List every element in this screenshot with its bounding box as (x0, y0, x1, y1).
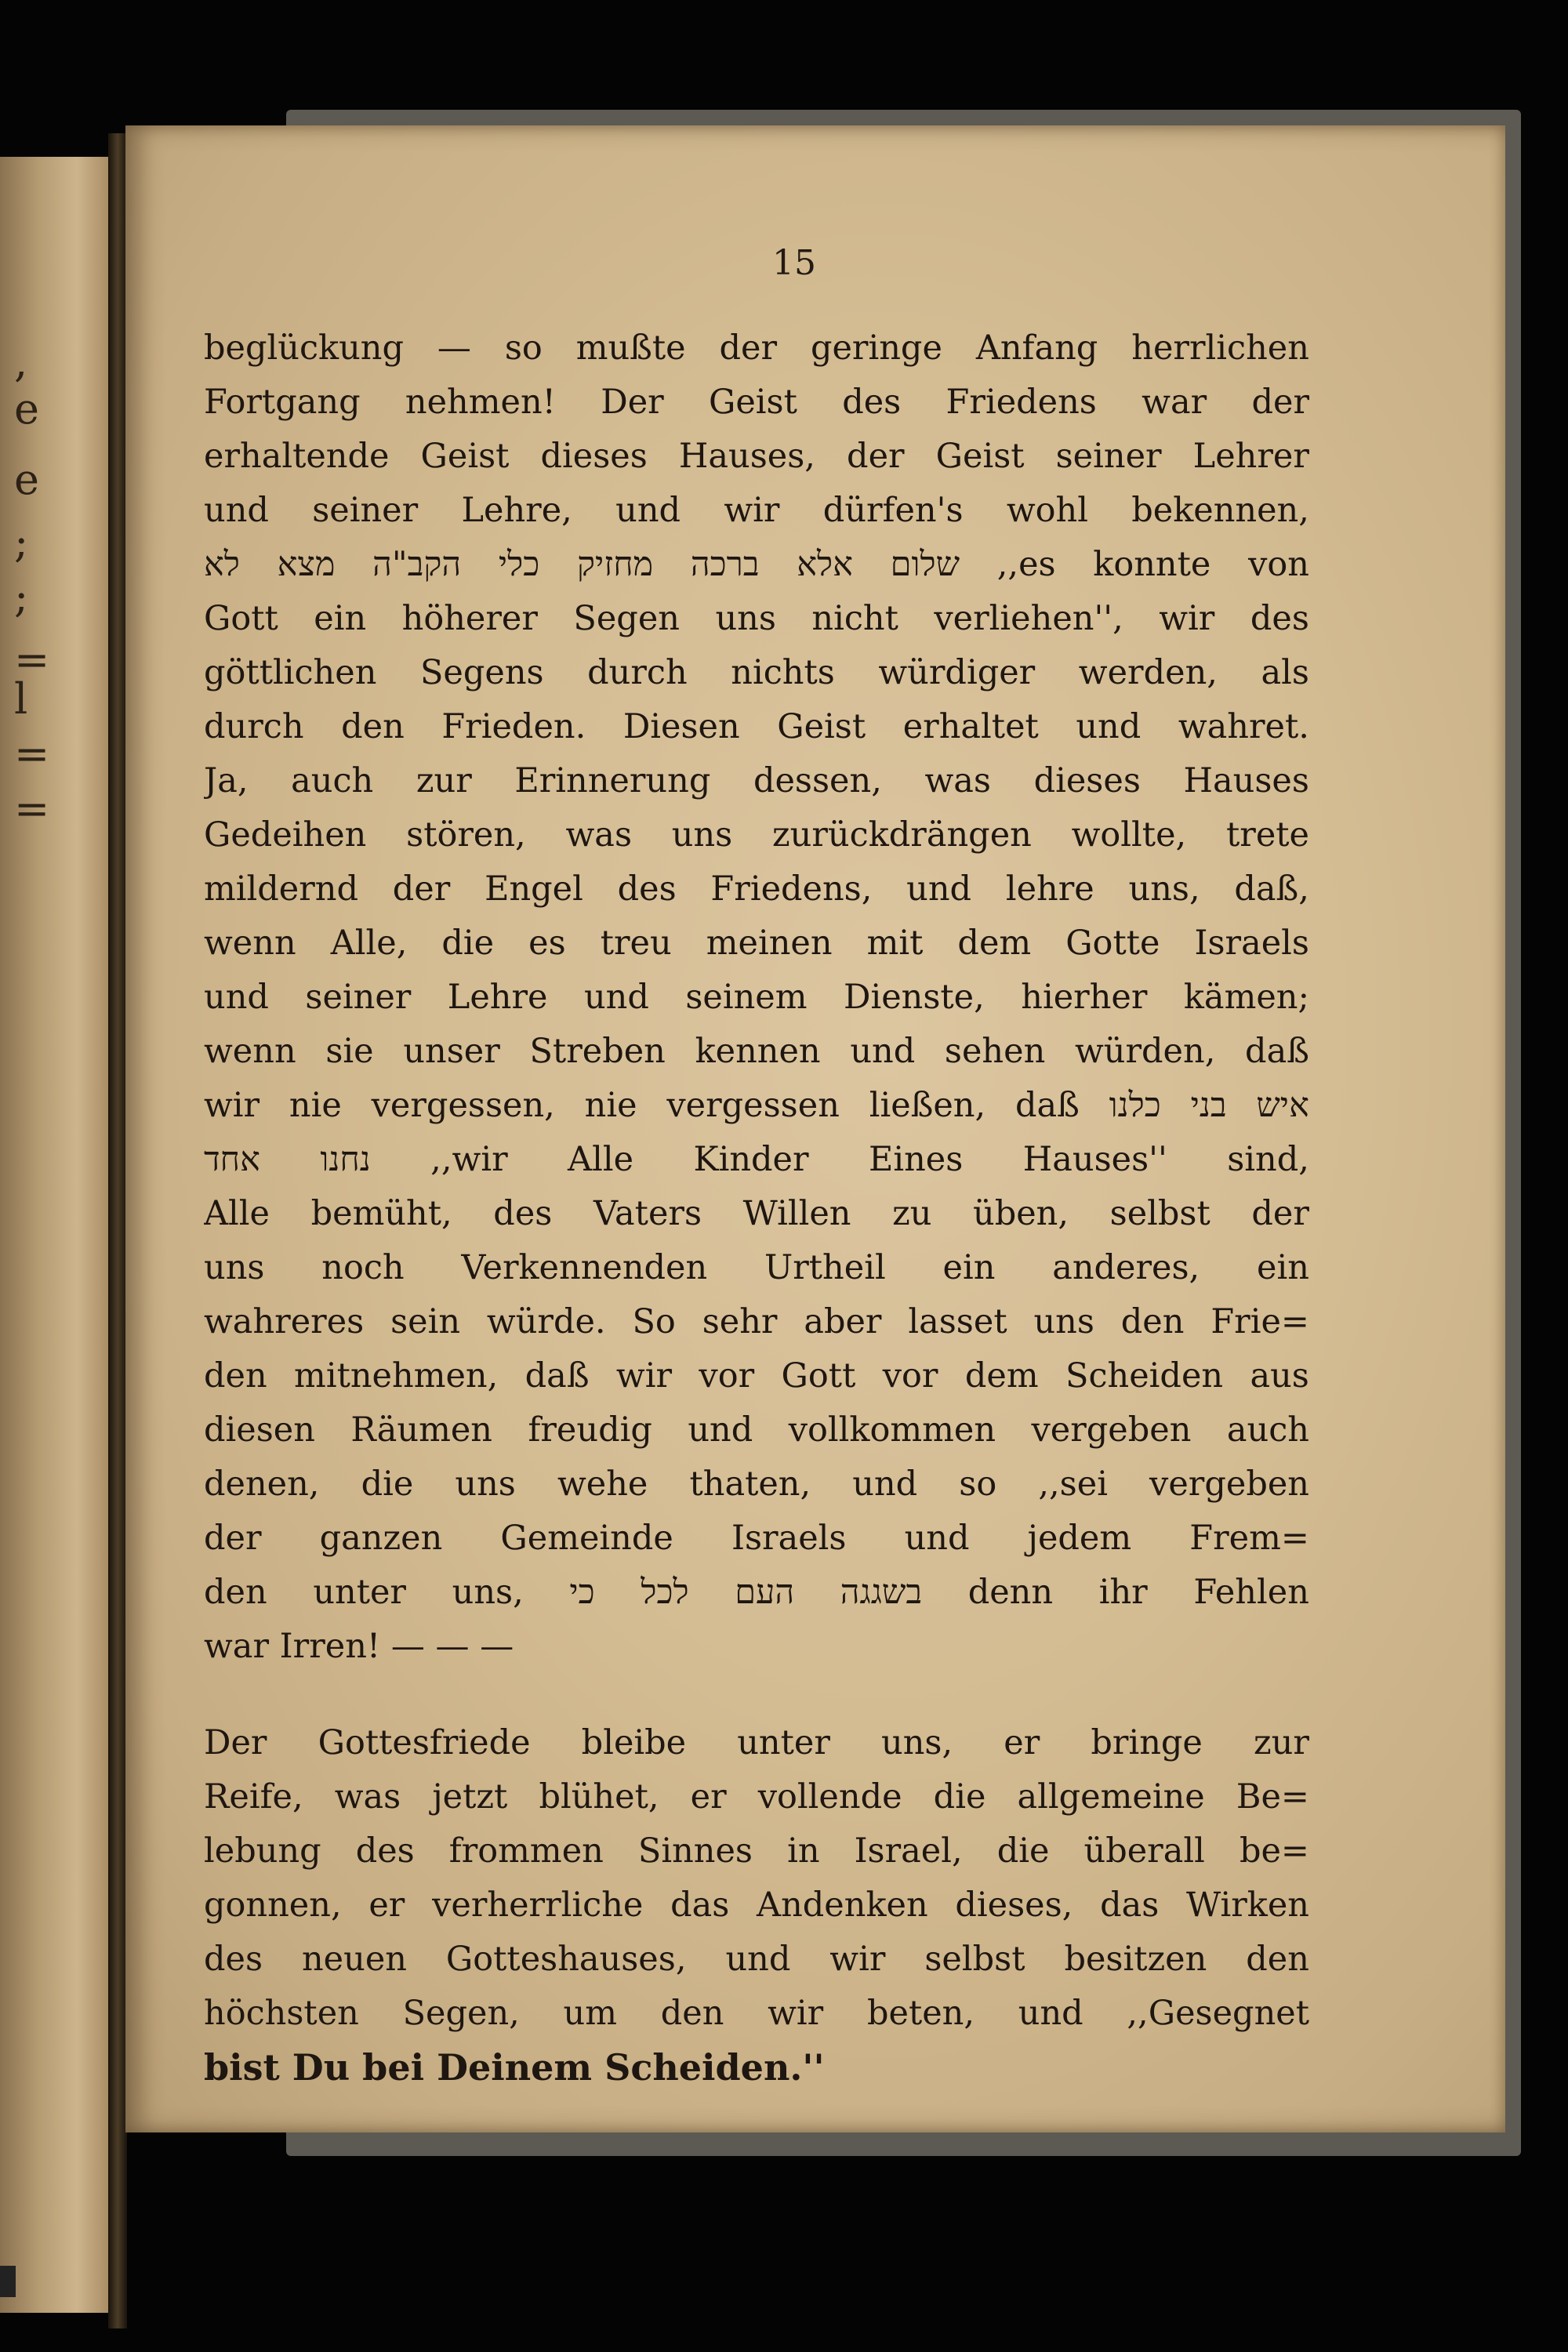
text-line: denen, die uns wehe thaten, und so ,,sei vergeben (204, 1465, 1309, 1504)
left-page-edge-char: = (14, 729, 50, 779)
text-line: den unter uns, כי לכל העם בשגגה denn ihr Fehlen (204, 1573, 1309, 1612)
closing-text-line: gonnen, er verherrliche das Andenken dieses, das Wirken (204, 1886, 1309, 1925)
left-page-edge-char: ; (14, 572, 29, 622)
text-line: der ganzen Gemeinde Israels und jedem Frem= (204, 1519, 1309, 1558)
closing-text-line: höchsten Segen, um den wir beten, und ,,Gesegnet (204, 1994, 1309, 2033)
book-binding (108, 133, 127, 2328)
text-line: wenn Alle, die es treu meinen mit dem Gotte Israels (204, 924, 1309, 963)
text-line: Alle bemüht, des Vaters Willen zu üben, selbst der (204, 1194, 1309, 1233)
text-line: אחד נחנו ,,wir Alle Kinder Eines Hauses'' sind, (204, 1140, 1309, 1179)
closing-text-line: lebung des frommen Sinnes in Israel, die überall be= (204, 1831, 1309, 1871)
text-line: Ja, auch zur Erinnerung dessen, was dieses Hauses (204, 761, 1309, 800)
text-line: war Irren! — — — (204, 1627, 514, 1666)
text-line: wenn sie unser Streben kennen und sehen würden, daß (204, 1032, 1309, 1071)
closing-text-line: Der Gottesfriede bleibe unter uns, er bringe zur (204, 1723, 1309, 1762)
text-line: wir nie vergessen, nie vergessen ließen, daß כלנו בני איש (204, 1086, 1309, 1125)
text-line: mildernd der Engel des Friedens, und lehre uns, daß, (204, 869, 1309, 909)
text-line: beglückung — so mußte der geringe Anfang herrlichen (204, 328, 1309, 368)
left-page-edge-char: ; (14, 517, 29, 567)
text-line: erhaltende Geist dieses Hauses, der Geist seiner Lehrer (204, 437, 1309, 476)
text-line: diesen Räumen freudig und vollkommen vergeben auch (204, 1410, 1309, 1450)
body-text (204, 321, 1309, 2095)
text-line: und seiner Lehre und seinem Dienste, hierher kämen; (204, 978, 1309, 1017)
left-page-edge (0, 157, 113, 2313)
left-page-edge-char: = (14, 635, 50, 684)
scan-edge-mark (0, 2266, 16, 2297)
left-page-edge-char: e (14, 455, 39, 504)
text-line: göttlichen Segens durch nichts würdiger werden, als (204, 653, 1309, 692)
left-page-edge-char: e (14, 384, 39, 434)
closing-text-line: Reife, was jetzt blühet, er vollende die allgemeine Be= (204, 1777, 1309, 1817)
text-line: Gedeihen stören, was uns zurückdrängen wollte, trete (204, 815, 1309, 855)
text-line: durch den Frieden. Diesen Geist erhaltet und wahret. (204, 707, 1309, 746)
text-line: Gott ein höherer Segen uns nicht verliehen'', wir des (204, 599, 1309, 638)
text-line: uns noch Verkennenden Urtheil ein anderes, ein (204, 1248, 1309, 1287)
text-line: wahreres sein würde. So sehr aber lasset uns den Frie= (204, 1302, 1309, 1341)
closing-text-line: des neuen Gotteshauses, und wir selbst besitzen den (204, 1940, 1309, 1979)
closing-text-line: bist Du bei Deinem Scheiden.'' (204, 2046, 825, 2089)
text-line: den mitnehmen, daß wir vor Gott vor dem Scheiden aus (204, 1356, 1309, 1396)
left-page-edge-char: = (14, 784, 50, 833)
left-page-edge-char: l (14, 674, 28, 724)
text-line: לא מצא הקב"ה כלי מחזיק ברכה אלא שלום ,,es konnte von (204, 545, 1309, 584)
text-line: und seiner Lehre, und wir dürfen's wohl bekennen, (204, 491, 1309, 530)
text-line: Fortgang nehmen! Der Geist des Friedens war der (204, 383, 1309, 422)
right-page (125, 125, 1505, 2132)
page-number: 15 (772, 243, 816, 283)
left-page-edge-char: , (14, 337, 28, 387)
